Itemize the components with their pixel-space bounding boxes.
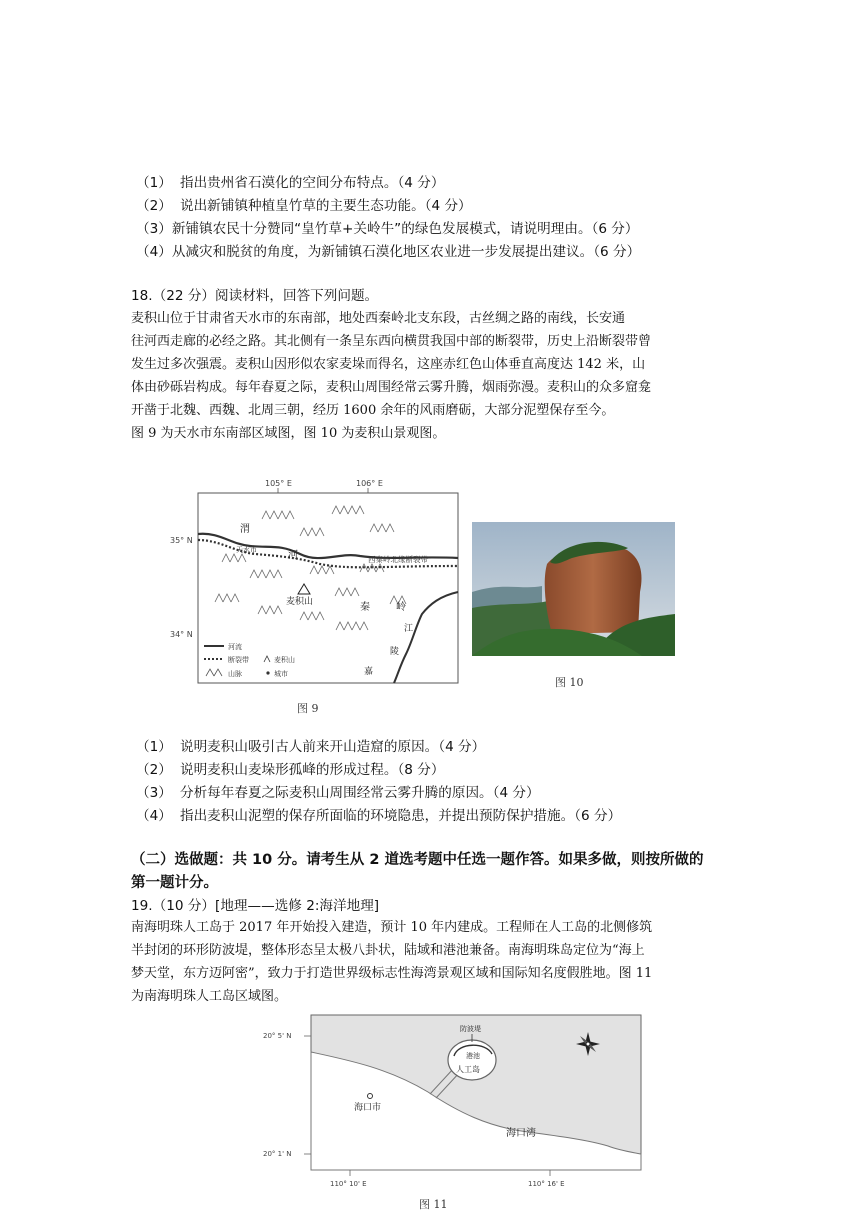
svg-text:防波堤: 防波堤	[460, 1025, 481, 1033]
svg-text:海口市: 海口市	[354, 1103, 382, 1113]
lat-label: 34° N	[170, 630, 193, 639]
figure10-caption: 图 10	[555, 676, 584, 689]
svg-text:110° 16' E: 110° 16' E	[528, 1180, 565, 1188]
mountain-label: 麦积山	[286, 597, 314, 607]
svg-text:海口湾: 海口湾	[506, 1128, 536, 1139]
svg-text:岭: 岭	[396, 602, 406, 613]
artificial-island	[448, 1040, 496, 1080]
q18-header: 18.（22 分）阅读材料，回答下列问题。	[131, 288, 379, 304]
figure9-caption: 图 9	[297, 702, 319, 715]
q18-para-line: 体由砂砾岩构成。每年春夏之际，麦积山周围经常云雾升腾，烟雨弥漫。麦积山的众多窟龛	[131, 380, 652, 395]
question-item: （3）新铺镇农民十分赞同“皇竹草+关岭牛”的绿色发展模式，请说明理由。（6 分）	[136, 221, 639, 237]
svg-text:麦积山: 麦积山	[274, 656, 295, 664]
q19-para-line: 半封闭的环形防波堤，整体形态呈太极八卦状，陆域和港池兼备。南海明珠岛定位为“海上	[131, 943, 645, 958]
river-label: 河	[288, 550, 298, 561]
optional-header: 第一题计分。	[131, 875, 218, 891]
q19-header: 19.（10 分）[地理——选修 2:海洋地理]	[131, 898, 380, 914]
svg-text:秦: 秦	[360, 602, 370, 613]
lat-label: 35° N	[170, 536, 193, 545]
svg-text:港池: 港池	[466, 1052, 480, 1060]
q19-para-line: 南海明珠人工岛于 2017 年开始投入建造，预计 10 年内建成。工程师在人工岛的北侧修筑	[131, 920, 653, 935]
question-item: （1） 指出贵州省石漠化的空间分布特点。（4 分）	[136, 175, 445, 191]
svg-text:断裂带: 断裂带	[228, 656, 249, 664]
q19-para-line: 为南海明珠人工岛区域图。	[131, 989, 288, 1004]
figure11-caption: 图 11	[419, 1198, 448, 1211]
svg-text:江: 江	[404, 624, 414, 634]
optional-header: （二）选做题：共 10 分。请考生从 2 道选考题中任选一题作答。如果多做，则按所做的	[131, 852, 704, 868]
city-label: 天水市	[236, 546, 257, 554]
svg-text:20° 1' N: 20° 1' N	[263, 1150, 292, 1158]
figure9-map	[160, 474, 470, 689]
fault-label: 西秦岭北缘断裂带	[368, 555, 428, 564]
q18-para-line: 图 9 为天水市东南部区域图，图 10 为麦积山景观图。	[131, 426, 446, 441]
lon-label: 106° E	[356, 479, 383, 488]
svg-text:陵: 陵	[390, 647, 400, 657]
question-item: （2） 说明麦积山麦垛形孤峰的形成过程。（8 分）	[136, 762, 445, 778]
q18-para-line: 往河西走廊的必经之路。其北侧有一条呈东西向横贯我国中部的断裂带，历史上沿断裂带曾	[131, 334, 652, 349]
figure10-photo	[472, 522, 675, 656]
question-item: （3） 分析每年春夏之际麦积山周围经常云雾升腾的原因。（4 分）	[136, 785, 540, 801]
svg-text:山脉: 山脉	[228, 670, 242, 678]
svg-text:人工岛: 人工岛	[456, 1065, 480, 1074]
question-item: （1） 说明麦积山吸引古人前来开山造窟的原因。（4 分）	[136, 739, 486, 755]
river-label: 渭	[240, 524, 250, 535]
svg-text:110° 10' E: 110° 10' E	[330, 1180, 367, 1188]
question-item: （4） 指出麦积山泥塑的保存所面临的环境隐患，并提出预防保护措施。（6 分）	[136, 808, 622, 824]
svg-text:嘉: 嘉	[364, 667, 374, 677]
svg-text:20° 5' N: 20° 5' N	[263, 1032, 292, 1040]
lon-label: 105° E	[265, 479, 292, 488]
svg-text:河流: 河流	[228, 643, 242, 651]
question-item: （4）从减灾和脱贫的角度，为新铺镇石漠化地区农业进一步发展提出建议。（6 分）	[136, 244, 641, 260]
q18-para-line: 发生过多次强震。麦积山因形似农家麦垛而得名，这座赤红色山体垂直高度达 142 米，山	[131, 357, 646, 372]
svg-text:城市: 城市	[274, 670, 288, 678]
q18-para-line: 麦积山位于甘肃省天水市的东南部，地处西秦岭北支东段，古丝绸之路的南线，长安通	[131, 311, 626, 326]
question-item: （2） 说出新铺镇种植皇竹草的主要生态功能。（4 分）	[136, 198, 472, 214]
figure11-map	[258, 1012, 648, 1192]
q19-para-line: 梦天堂，东方迈阿密”，致力于打造世界级标志性海湾景观区域和国际知名度假胜地。图 11	[131, 966, 653, 981]
q18-para-line: 开凿于北魏、西魏、北周三朝，经历 1600 余年的风雨磨砺，大部分泥塑保存至今。	[131, 403, 615, 418]
